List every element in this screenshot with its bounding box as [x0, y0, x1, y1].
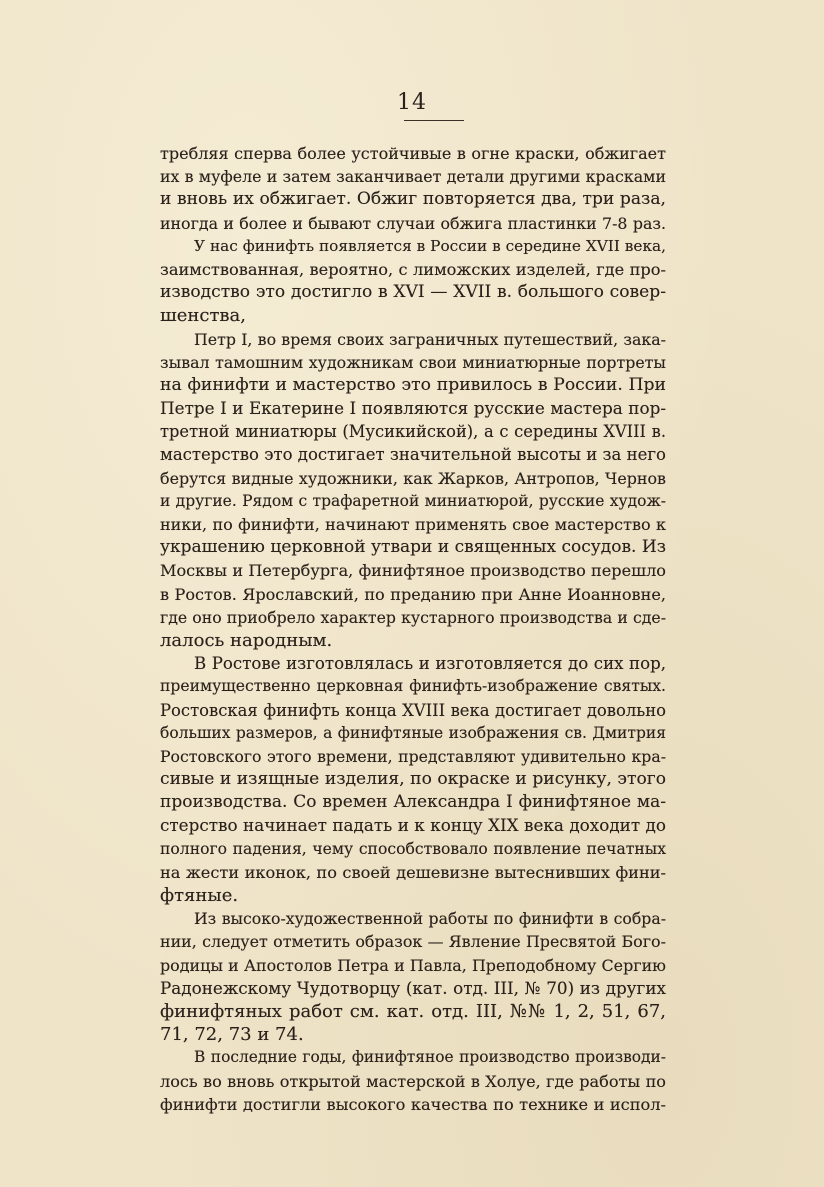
text-line: фтяные.	[160, 885, 239, 906]
text-line: украшению церковной утвари и священных сосудов. Из	[160, 537, 666, 558]
text-line: Радонежскому Чудотворцу (кат. отд. III, № 70) из других	[160, 977, 666, 998]
page-number-rule	[404, 120, 464, 121]
text-line: и другие. Рядом с трафаретной миниатюрой, русские худож-	[160, 491, 666, 510]
text-line: мастерство это достигает значительной высоты и за него	[160, 445, 666, 465]
text-line: где оно приобрело характер кустарного производства и сде-	[160, 607, 666, 627]
text-line: больших размеров, а финифтяные изображения св. Дмитрия	[160, 723, 666, 742]
text-line: на финифти и мастерство это привилось в России. При	[160, 374, 666, 395]
text-line: сивые и изящные изделия, по окраске и рисунку, этого	[160, 769, 666, 790]
text-line: Ростовская финифть конца XVIII века достигает довольно	[160, 700, 666, 720]
text-line: третной миниатюры (Мусикийской), а с середины XVIII в.	[160, 422, 666, 442]
text-line: родицы и Апостолов Петра и Павла, Преподобному Сергию	[160, 955, 666, 975]
text-line: требляя сперва более устойчивые в огне краски, обжигает	[160, 144, 666, 163]
text-line: В последние годы, финифтяное производство производи-	[194, 1048, 666, 1067]
text-line: ники, по финифти, начинают применять свое мастерство к	[160, 515, 666, 534]
text-line: Москвы и Петербурга, финифтяное производство перешло	[160, 561, 666, 581]
text-line: изводство это достигло в XVI — XVII в. большого совер-	[160, 282, 666, 303]
text-line: нии, следует отметить образок — Явление Пресвятой Бого-	[160, 932, 666, 952]
text-line: 71, 72, 73 и 74.	[160, 1024, 304, 1046]
text-line: Петре I и Екатерине I появляются русские мастера пор-	[160, 398, 666, 419]
text-line: В Ростове изготовлялась и изготовляется до сих пор,	[194, 654, 666, 674]
text-line: У нас финифть появляется в России в середине XVII века,	[194, 236, 666, 255]
text-line: преимущественно церковная финифть-изображение святых.	[160, 677, 666, 696]
text-line: Ростовского этого времени, представляют удивительно кра-	[160, 746, 666, 766]
text-line: берутся видные художники, как Жарков, Антропов, Чернов	[160, 468, 666, 488]
page-number: 14	[397, 90, 427, 115]
text-line: на жести иконок, по своей дешевизне вытеснивших фини-	[160, 862, 666, 882]
text-line: производства. Со времен Александра I финифтяное ма-	[160, 792, 666, 813]
text-line: лось во вновь открытой мастерской в Холуе, где работы по	[160, 1071, 666, 1091]
text-line: стерство начинает падать и к концу XIX века доходит до	[160, 815, 666, 836]
text-line: полного падения, чему способствовало появление печатных	[160, 839, 666, 858]
text-line: финифти достигли высокого качества по технике и испол-	[160, 1094, 666, 1114]
text-line: лалось народным.	[160, 629, 333, 651]
body-text	[160, 142, 666, 1116]
text-line: их в муфеле и затем заканчивает детали другими красками	[160, 167, 666, 187]
text-line: и вновь их обжигает. Обжиг повторяется два, три раза,	[160, 189, 666, 210]
text-line: Из высоко-художественной работы по финифти в собра-	[194, 909, 666, 929]
text-line: Петр I, во время своих заграничных путешествий, зака-	[194, 329, 666, 349]
text-line: шенства,	[160, 305, 247, 327]
text-line: в Ростов. Ярославский, по преданию при Анне Иоанновне,	[160, 584, 666, 604]
text-line: иногда и более и бывают случаи обжига пластинки 7-8 раз.	[160, 213, 666, 233]
text-line: финифтяных работ см. кат. отд. III, №№ 1, 2, 51, 67,	[160, 1000, 666, 1022]
text-line: зывал тамошним художникам свои миниатюрные портреты	[160, 352, 666, 372]
text-line: заимствованная, вероятно, с лиможских изделей, где про-	[160, 259, 666, 279]
